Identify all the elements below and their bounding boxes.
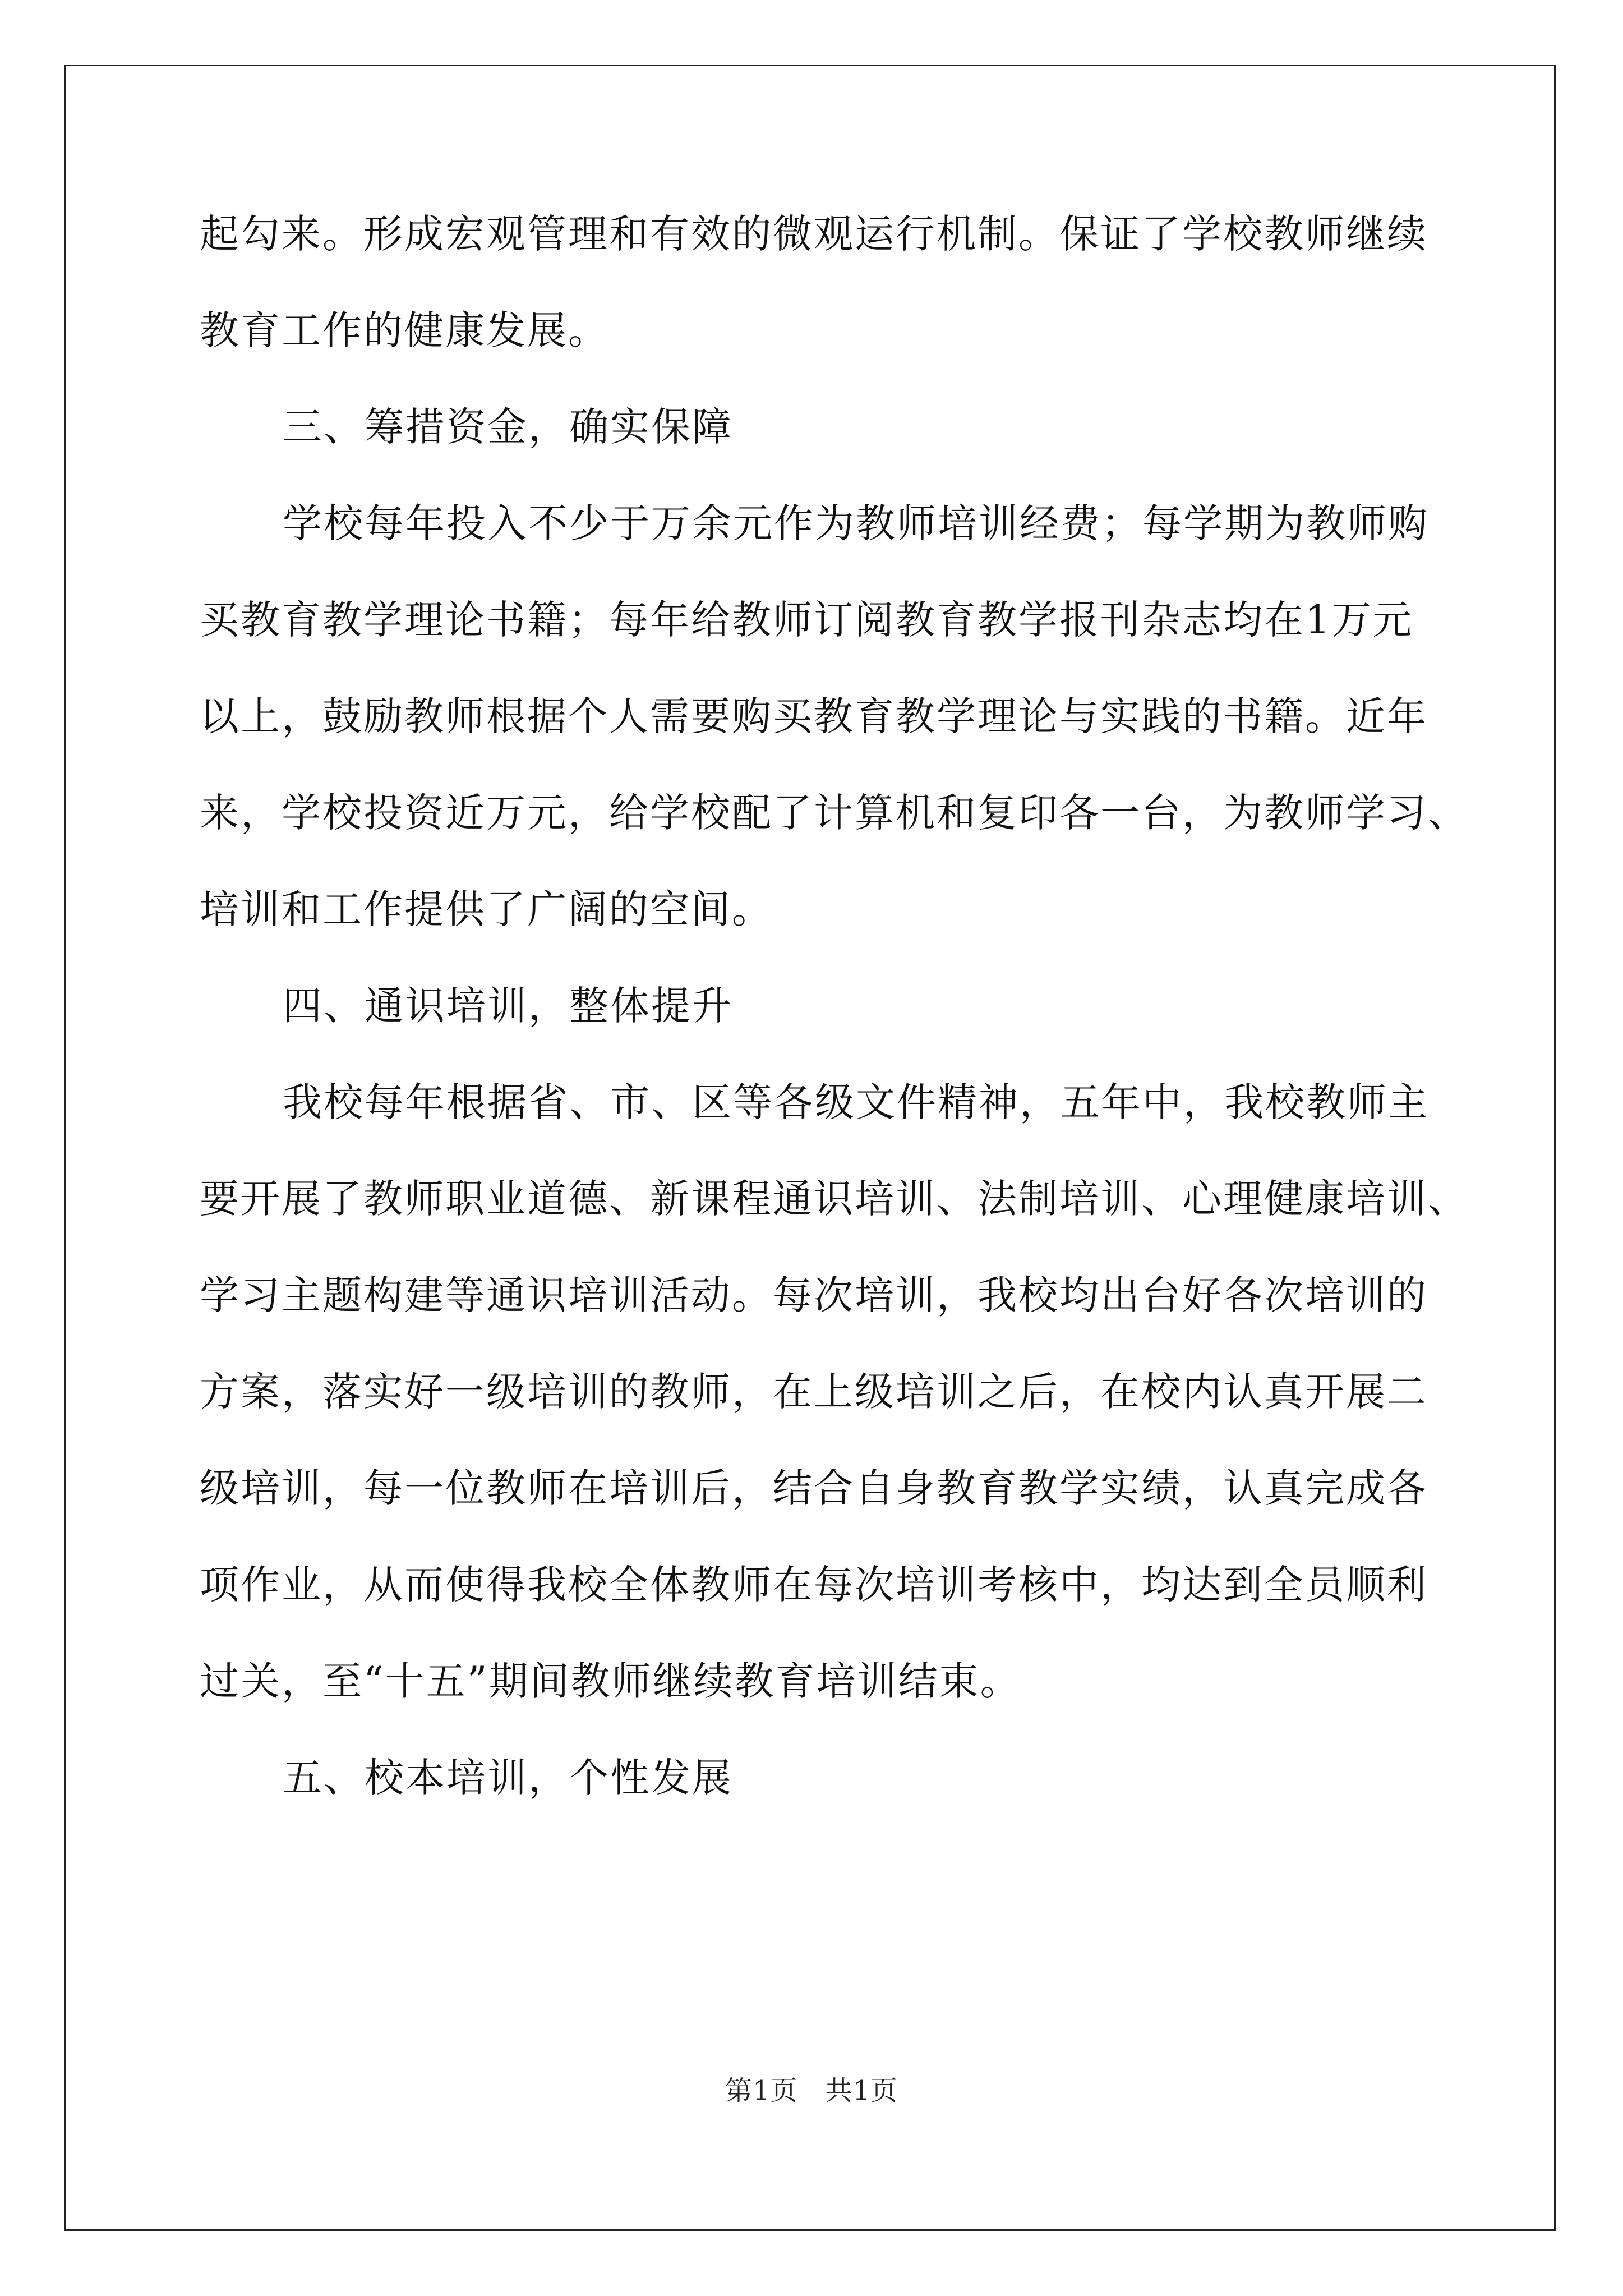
page-number: 第1页 共1页	[725, 2075, 898, 2106]
section-heading: 三、筹措资金，确实保障	[283, 404, 733, 450]
paragraph-line: 方案，落实好一级培训的教师，在上级培训之后，在校内认真开展二	[200, 1369, 1428, 1415]
paragraph-line: 我校每年根据省、市、区等各级文件精神，五年中，我校教师主	[283, 1079, 1429, 1125]
paragraph-line: 级培训，每一位教师在培训后，结合自身教育教学实绩，认真完成各	[200, 1465, 1428, 1511]
paragraph-line: 来，学校投资近万元，给学校配了计算机和复印各一台，为教师学习、	[200, 790, 1469, 836]
paragraph-line: 起勾来。形成宏观管理和有效的微观运行机制。保证了学校教师继续	[200, 211, 1428, 257]
page-border	[64, 65, 1556, 2231]
paragraph-line: 以上，鼓励教师根据个人需要购买教育教学理论与实践的书籍。近年	[200, 693, 1428, 739]
paragraph-line: 教育工作的健康发展。	[200, 307, 609, 353]
paragraph-line: 买教育教学理论书籍；每年给教师订阅教育教学报刊杂志均在1万元	[200, 597, 1414, 643]
paragraph-line: 学校每年投入不少于万余元作为教师培训经费；每学期为教师购	[283, 500, 1429, 546]
paragraph-line: 过关，至“十五”期间教师继续教育培训结束。	[200, 1658, 1021, 1704]
section-heading: 五、校本培训，个性发展	[283, 1755, 733, 1801]
paragraph-line: 培训和工作提供了广阔的空间。	[200, 886, 773, 932]
section-heading: 四、通识培训，整体提升	[283, 983, 733, 1029]
paragraph-line: 项作业，从而使得我校全体教师在每次培训考核中，均达到全员顺利	[200, 1562, 1428, 1608]
paragraph-line: 学习主题构建等通识培训活动。每次培训，我校均出台好各次培训的	[200, 1272, 1428, 1318]
paragraph-line: 要开展了教师职业道德、新课程通识培训、法制培训、心理健康培训、	[200, 1176, 1469, 1222]
